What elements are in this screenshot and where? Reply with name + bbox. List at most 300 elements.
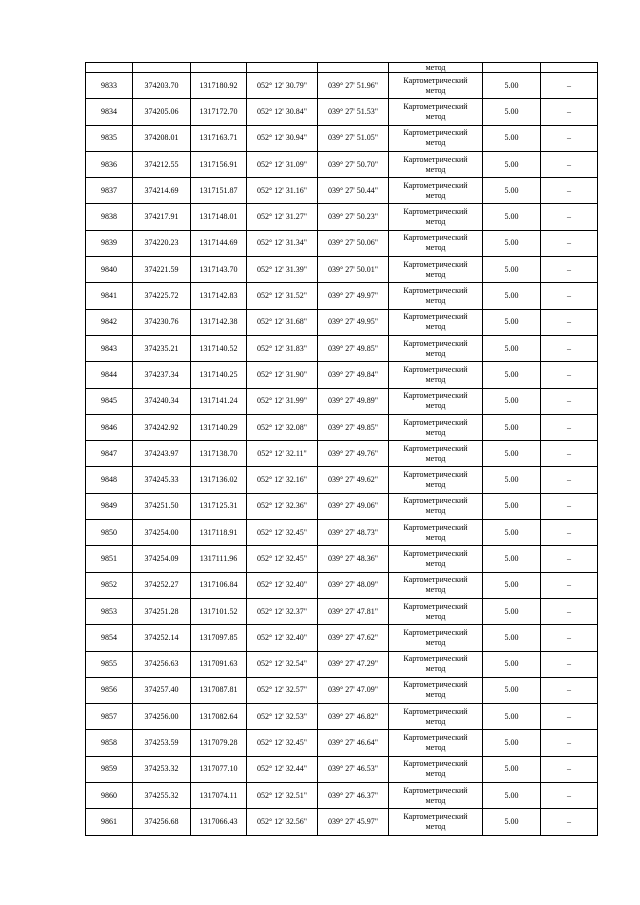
- method-line1: Картометрический: [403, 627, 468, 637]
- longitude-cell: 039° 27' 49.97": [318, 283, 389, 309]
- method-cell: [389, 125, 483, 151]
- point-number-cell: 9846: [86, 414, 133, 440]
- method-cell: [389, 388, 483, 414]
- longitude-cell: 039° 27' 46.37": [318, 783, 389, 809]
- longitude-cell: 039° 27' 47.62": [318, 625, 389, 651]
- x-coordinate-cell: 374217.91: [133, 204, 191, 230]
- method-line2: метод: [425, 664, 446, 674]
- method-line2: метод: [425, 269, 446, 279]
- longitude-cell: 039° 27' 48.09": [318, 572, 389, 598]
- table-row: [86, 520, 598, 546]
- empty-cell: [483, 63, 541, 73]
- longitude-cell: 039° 27' 49.89": [318, 388, 389, 414]
- method-cell: [389, 257, 483, 283]
- note-cell: –: [541, 441, 598, 467]
- table-body: [86, 63, 598, 836]
- empty-cell: [541, 63, 598, 73]
- point-number-cell: 9848: [86, 467, 133, 493]
- method-cell: [389, 598, 483, 624]
- method-line1: Картометрический: [403, 364, 468, 374]
- latitude-cell: 052° 12' 30.94": [247, 125, 318, 151]
- y-coordinate-cell: 1317074.11: [191, 783, 247, 809]
- table-row: [86, 546, 598, 572]
- method-line2: метод: [425, 111, 446, 121]
- note-cell: –: [541, 257, 598, 283]
- method-cell: [389, 651, 483, 677]
- y-coordinate-cell: 1317136.02: [191, 467, 247, 493]
- point-number-cell: 9839: [86, 230, 133, 256]
- accuracy-cell: 5.00: [483, 783, 541, 809]
- note-cell: –: [541, 493, 598, 519]
- accuracy-cell: 5.00: [483, 704, 541, 730]
- latitude-cell: 052° 12' 32.44": [247, 756, 318, 782]
- longitude-cell: 039° 27' 50.44": [318, 178, 389, 204]
- longitude-cell: 039° 27' 51.53": [318, 99, 389, 125]
- method-line2: метод: [425, 769, 446, 779]
- latitude-cell: 052° 12' 30.84": [247, 99, 318, 125]
- method-cell: [389, 283, 483, 309]
- table-row: [86, 125, 598, 151]
- method-line2: метод: [425, 190, 446, 200]
- method-line1: Картометрический: [403, 233, 468, 243]
- x-coordinate-cell: 374225.72: [133, 283, 191, 309]
- coordinates-table: [85, 62, 598, 836]
- method-line1: Картометрический: [403, 154, 468, 164]
- point-number-cell: 9841: [86, 283, 133, 309]
- method-line1: Картометрический: [403, 759, 468, 769]
- method-cell: [389, 730, 483, 756]
- method-line2: метод: [425, 348, 446, 358]
- y-coordinate-cell: 1317140.52: [191, 335, 247, 361]
- latitude-cell: 052° 12' 31.83": [247, 335, 318, 361]
- table-row: [86, 309, 598, 335]
- method-cell: [389, 572, 483, 598]
- point-number-cell: 9837: [86, 178, 133, 204]
- note-cell: –: [541, 598, 598, 624]
- table-row: [86, 178, 598, 204]
- x-coordinate-cell: 374237.34: [133, 362, 191, 388]
- method-cell: [389, 756, 483, 782]
- table-row: [86, 704, 598, 730]
- y-coordinate-cell: 1317142.83: [191, 283, 247, 309]
- method-cell-continued: метод: [389, 63, 483, 73]
- method-line1: Картометрический: [403, 259, 468, 269]
- accuracy-cell: 5.00: [483, 257, 541, 283]
- x-coordinate-cell: 374256.68: [133, 809, 191, 835]
- note-cell: –: [541, 520, 598, 546]
- accuracy-cell: 5.00: [483, 388, 541, 414]
- x-coordinate-cell: 374252.27: [133, 572, 191, 598]
- latitude-cell: 052° 12' 31.90": [247, 362, 318, 388]
- point-number-cell: 9845: [86, 388, 133, 414]
- longitude-cell: 039° 27' 48.73": [318, 520, 389, 546]
- accuracy-cell: 5.00: [483, 283, 541, 309]
- x-coordinate-cell: 374255.32: [133, 783, 191, 809]
- table-row: [86, 283, 598, 309]
- accuracy-cell: 5.00: [483, 335, 541, 361]
- point-number-cell: 9852: [86, 572, 133, 598]
- method-line2: метод: [425, 558, 446, 568]
- y-coordinate-cell: 1317180.92: [191, 73, 247, 99]
- accuracy-cell: 5.00: [483, 230, 541, 256]
- method-cell: [389, 493, 483, 519]
- method-cell: [389, 335, 483, 361]
- accuracy-cell: 5.00: [483, 309, 541, 335]
- method-line2: метод: [425, 138, 446, 148]
- point-number-cell: 9833: [86, 73, 133, 99]
- latitude-cell: 052° 12' 31.52": [247, 283, 318, 309]
- y-coordinate-cell: 1317077.10: [191, 756, 247, 782]
- note-cell: –: [541, 783, 598, 809]
- longitude-cell: 039° 27' 50.23": [318, 204, 389, 230]
- point-number-cell: 9847: [86, 441, 133, 467]
- table-row: [86, 651, 598, 677]
- method-line2: метод: [425, 585, 446, 595]
- y-coordinate-cell: 1317141.24: [191, 388, 247, 414]
- longitude-cell: 039° 27' 49.85": [318, 414, 389, 440]
- note-cell: –: [541, 230, 598, 256]
- accuracy-cell: 5.00: [483, 73, 541, 99]
- continuation-row: [86, 63, 598, 73]
- method-line1: Картометрический: [403, 785, 468, 795]
- x-coordinate-cell: 374242.92: [133, 414, 191, 440]
- accuracy-cell: 5.00: [483, 809, 541, 835]
- note-cell: –: [541, 414, 598, 440]
- y-coordinate-cell: 1317143.70: [191, 257, 247, 283]
- accuracy-cell: 5.00: [483, 572, 541, 598]
- latitude-cell: 052° 12' 32.45": [247, 546, 318, 572]
- empty-cell: [133, 63, 191, 73]
- table-row: [86, 730, 598, 756]
- latitude-cell: 052° 12' 31.09": [247, 151, 318, 177]
- longitude-cell: 039° 27' 46.64": [318, 730, 389, 756]
- y-coordinate-cell: 1317082.64: [191, 704, 247, 730]
- method-cell: [389, 467, 483, 493]
- table-row: [86, 598, 598, 624]
- y-coordinate-cell: 1317111.96: [191, 546, 247, 572]
- method-line2: метод: [425, 374, 446, 384]
- note-cell: –: [541, 756, 598, 782]
- point-number-cell: 9855: [86, 651, 133, 677]
- method-line1: Картометрический: [403, 312, 468, 322]
- latitude-cell: 052° 12' 32.40": [247, 625, 318, 651]
- method-line2: метод: [425, 690, 446, 700]
- longitude-cell: 039° 27' 46.53": [318, 756, 389, 782]
- method-cell: [389, 362, 483, 388]
- x-coordinate-cell: 374221.59: [133, 257, 191, 283]
- method-cell: [389, 546, 483, 572]
- note-cell: –: [541, 651, 598, 677]
- y-coordinate-cell: 1317144.69: [191, 230, 247, 256]
- method-line2: метод: [425, 480, 446, 490]
- y-coordinate-cell: 1317087.81: [191, 677, 247, 703]
- latitude-cell: 052° 12' 32.51": [247, 783, 318, 809]
- x-coordinate-cell: 374205.06: [133, 99, 191, 125]
- method-line2: метод: [425, 427, 446, 437]
- method-line2: метод: [425, 322, 446, 332]
- table-row: [86, 441, 598, 467]
- y-coordinate-cell: 1317163.71: [191, 125, 247, 151]
- method-line2: метод: [425, 401, 446, 411]
- method-cell: [389, 677, 483, 703]
- note-cell: –: [541, 204, 598, 230]
- x-coordinate-cell: 374230.76: [133, 309, 191, 335]
- note-cell: –: [541, 730, 598, 756]
- table-row: [86, 151, 598, 177]
- point-number-cell: 9853: [86, 598, 133, 624]
- point-number-cell: 9851: [86, 546, 133, 572]
- x-coordinate-cell: 374251.28: [133, 598, 191, 624]
- latitude-cell: 052° 12' 32.40": [247, 572, 318, 598]
- table-row: [86, 809, 598, 835]
- method-cell: [389, 809, 483, 835]
- y-coordinate-cell: 1317148.01: [191, 204, 247, 230]
- method-line2: метод: [425, 637, 446, 647]
- y-coordinate-cell: 1317125.31: [191, 493, 247, 519]
- longitude-cell: 039° 27' 49.95": [318, 309, 389, 335]
- method-cell: [389, 309, 483, 335]
- method-line1: Картометрический: [403, 128, 468, 138]
- point-number-cell: 9858: [86, 730, 133, 756]
- accuracy-cell: 5.00: [483, 467, 541, 493]
- point-number-cell: 9840: [86, 257, 133, 283]
- x-coordinate-cell: 374252.14: [133, 625, 191, 651]
- accuracy-cell: 5.00: [483, 730, 541, 756]
- method-line2: метод: [425, 217, 446, 227]
- method-line2: метод: [425, 821, 446, 831]
- table-row: [86, 204, 598, 230]
- latitude-cell: 052° 12' 31.16": [247, 178, 318, 204]
- y-coordinate-cell: 1317140.29: [191, 414, 247, 440]
- point-number-cell: 9857: [86, 704, 133, 730]
- method-cell: [389, 151, 483, 177]
- longitude-cell: 039° 27' 48.36": [318, 546, 389, 572]
- method-line2: метод: [425, 296, 446, 306]
- method-line1: Картометрический: [403, 601, 468, 611]
- x-coordinate-cell: 374235.21: [133, 335, 191, 361]
- method-cell: [389, 783, 483, 809]
- x-coordinate-cell: 374257.40: [133, 677, 191, 703]
- point-number-cell: 9860: [86, 783, 133, 809]
- note-cell: –: [541, 178, 598, 204]
- y-coordinate-cell: 1317097.85: [191, 625, 247, 651]
- longitude-cell: 039° 27' 47.29": [318, 651, 389, 677]
- method-line1: Картометрический: [403, 470, 468, 480]
- longitude-cell: 039° 27' 51.96": [318, 73, 389, 99]
- accuracy-cell: 5.00: [483, 178, 541, 204]
- method-line1: Картометрический: [403, 391, 468, 401]
- longitude-cell: 039° 27' 46.82": [318, 704, 389, 730]
- latitude-cell: 052° 12' 32.57": [247, 677, 318, 703]
- point-number-cell: 9850: [86, 520, 133, 546]
- point-number-cell: 9835: [86, 125, 133, 151]
- longitude-cell: 039° 27' 51.05": [318, 125, 389, 151]
- y-coordinate-cell: 1317156.91: [191, 151, 247, 177]
- y-coordinate-cell: 1317138.70: [191, 441, 247, 467]
- method-line2: метод: [425, 611, 446, 621]
- note-cell: –: [541, 151, 598, 177]
- table-row: [86, 257, 598, 283]
- empty-cell: [86, 63, 133, 73]
- x-coordinate-cell: 374240.34: [133, 388, 191, 414]
- latitude-cell: 052° 12' 32.36": [247, 493, 318, 519]
- method-line1: Картометрический: [403, 417, 468, 427]
- method-line1: Картометрический: [403, 496, 468, 506]
- empty-cell: [318, 63, 389, 73]
- method-line1: Картометрический: [403, 654, 468, 664]
- accuracy-cell: 5.00: [483, 151, 541, 177]
- y-coordinate-cell: 1317151.87: [191, 178, 247, 204]
- latitude-cell: 052° 12' 32.16": [247, 467, 318, 493]
- method-line2: метод: [425, 743, 446, 753]
- accuracy-cell: 5.00: [483, 625, 541, 651]
- method-line1: Картометрический: [403, 522, 468, 532]
- x-coordinate-cell: 374214.69: [133, 178, 191, 204]
- method-line1: Картометрический: [403, 180, 468, 190]
- method-line2: метод: [425, 532, 446, 542]
- note-cell: –: [541, 625, 598, 651]
- point-number-cell: 9859: [86, 756, 133, 782]
- method-cell: [389, 520, 483, 546]
- x-coordinate-cell: 374220.23: [133, 230, 191, 256]
- method-line1: Картометрический: [403, 101, 468, 111]
- method-line1: Картометрический: [403, 733, 468, 743]
- y-coordinate-cell: 1317106.84: [191, 572, 247, 598]
- longitude-cell: 039° 27' 49.84": [318, 362, 389, 388]
- note-cell: –: [541, 335, 598, 361]
- latitude-cell: 052° 12' 32.45": [247, 730, 318, 756]
- empty-cell: [191, 63, 247, 73]
- y-coordinate-cell: 1317172.70: [191, 99, 247, 125]
- x-coordinate-cell: 374243.97: [133, 441, 191, 467]
- table-row: [86, 335, 598, 361]
- accuracy-cell: 5.00: [483, 414, 541, 440]
- latitude-cell: 052° 12' 30.79": [247, 73, 318, 99]
- longitude-cell: 039° 27' 50.06": [318, 230, 389, 256]
- x-coordinate-cell: 374253.59: [133, 730, 191, 756]
- latitude-cell: 052° 12' 32.53": [247, 704, 318, 730]
- latitude-cell: 052° 12' 32.08": [247, 414, 318, 440]
- table-row: [86, 362, 598, 388]
- point-number-cell: 9854: [86, 625, 133, 651]
- x-coordinate-cell: 374245.33: [133, 467, 191, 493]
- table-row: [86, 625, 598, 651]
- accuracy-cell: 5.00: [483, 677, 541, 703]
- longitude-cell: 039° 27' 49.62": [318, 467, 389, 493]
- method-line2: метод: [425, 795, 446, 805]
- method-cell: [389, 230, 483, 256]
- method-line1: Картометрический: [403, 338, 468, 348]
- method-line1: Картометрический: [403, 75, 468, 85]
- point-number-cell: 9836: [86, 151, 133, 177]
- point-number-cell: 9849: [86, 493, 133, 519]
- accuracy-cell: 5.00: [483, 99, 541, 125]
- x-coordinate-cell: 374254.00: [133, 520, 191, 546]
- note-cell: –: [541, 73, 598, 99]
- method-line1: Картометрический: [403, 548, 468, 558]
- accuracy-cell: 5.00: [483, 441, 541, 467]
- longitude-cell: 039° 27' 50.70": [318, 151, 389, 177]
- point-number-cell: 9861: [86, 809, 133, 835]
- y-coordinate-cell: 1317118.91: [191, 520, 247, 546]
- table-row: [86, 493, 598, 519]
- longitude-cell: 039° 27' 49.06": [318, 493, 389, 519]
- note-cell: –: [541, 572, 598, 598]
- point-number-cell: 9842: [86, 309, 133, 335]
- table-row: [86, 230, 598, 256]
- y-coordinate-cell: 1317142.38: [191, 309, 247, 335]
- table-row: [86, 572, 598, 598]
- method-line1: Картометрический: [403, 207, 468, 217]
- table-row: [86, 414, 598, 440]
- method-cell: [389, 414, 483, 440]
- x-coordinate-cell: 374254.09: [133, 546, 191, 572]
- note-cell: –: [541, 388, 598, 414]
- method-line1: Картометрический: [403, 575, 468, 585]
- table-row: [86, 99, 598, 125]
- note-cell: –: [541, 677, 598, 703]
- accuracy-cell: 5.00: [483, 598, 541, 624]
- method-line2: метод: [425, 164, 446, 174]
- latitude-cell: 052° 12' 31.99": [247, 388, 318, 414]
- y-coordinate-cell: 1317091.63: [191, 651, 247, 677]
- longitude-cell: 039° 27' 50.01": [318, 257, 389, 283]
- point-number-cell: 9838: [86, 204, 133, 230]
- latitude-cell: 052° 12' 31.27": [247, 204, 318, 230]
- accuracy-cell: 5.00: [483, 204, 541, 230]
- method-cell: [389, 441, 483, 467]
- longitude-cell: 039° 27' 45.97": [318, 809, 389, 835]
- longitude-cell: 039° 27' 47.81": [318, 598, 389, 624]
- note-cell: –: [541, 546, 598, 572]
- longitude-cell: 039° 27' 47.09": [318, 677, 389, 703]
- method-line1: Картометрический: [403, 706, 468, 716]
- method-line1: Картометрический: [403, 680, 468, 690]
- x-coordinate-cell: 374253.32: [133, 756, 191, 782]
- accuracy-cell: 5.00: [483, 362, 541, 388]
- method-line2: метод: [425, 243, 446, 253]
- x-coordinate-cell: 374203.70: [133, 73, 191, 99]
- method-line2: метод: [425, 453, 446, 463]
- note-cell: –: [541, 125, 598, 151]
- empty-cell: [247, 63, 318, 73]
- longitude-cell: 039° 27' 49.85": [318, 335, 389, 361]
- x-coordinate-cell: 374256.00: [133, 704, 191, 730]
- note-cell: –: [541, 99, 598, 125]
- method-line2: метод: [425, 506, 446, 516]
- y-coordinate-cell: 1317066.43: [191, 809, 247, 835]
- accuracy-cell: 5.00: [483, 651, 541, 677]
- latitude-cell: 052° 12' 31.39": [247, 257, 318, 283]
- y-coordinate-cell: 1317101.52: [191, 598, 247, 624]
- y-coordinate-cell: 1317079.28: [191, 730, 247, 756]
- method-line1: Картометрический: [403, 443, 468, 453]
- note-cell: –: [541, 283, 598, 309]
- method-cell: [389, 625, 483, 651]
- latitude-cell: 052° 12' 32.11": [247, 441, 318, 467]
- accuracy-cell: 5.00: [483, 125, 541, 151]
- note-cell: –: [541, 704, 598, 730]
- accuracy-cell: 5.00: [483, 493, 541, 519]
- table-row: [86, 756, 598, 782]
- point-number-cell: 9843: [86, 335, 133, 361]
- table-row: [86, 388, 598, 414]
- coordinates-sheet: [85, 62, 598, 836]
- point-number-cell: 9856: [86, 677, 133, 703]
- method-cell: [389, 204, 483, 230]
- note-cell: –: [541, 809, 598, 835]
- table-row: [86, 73, 598, 99]
